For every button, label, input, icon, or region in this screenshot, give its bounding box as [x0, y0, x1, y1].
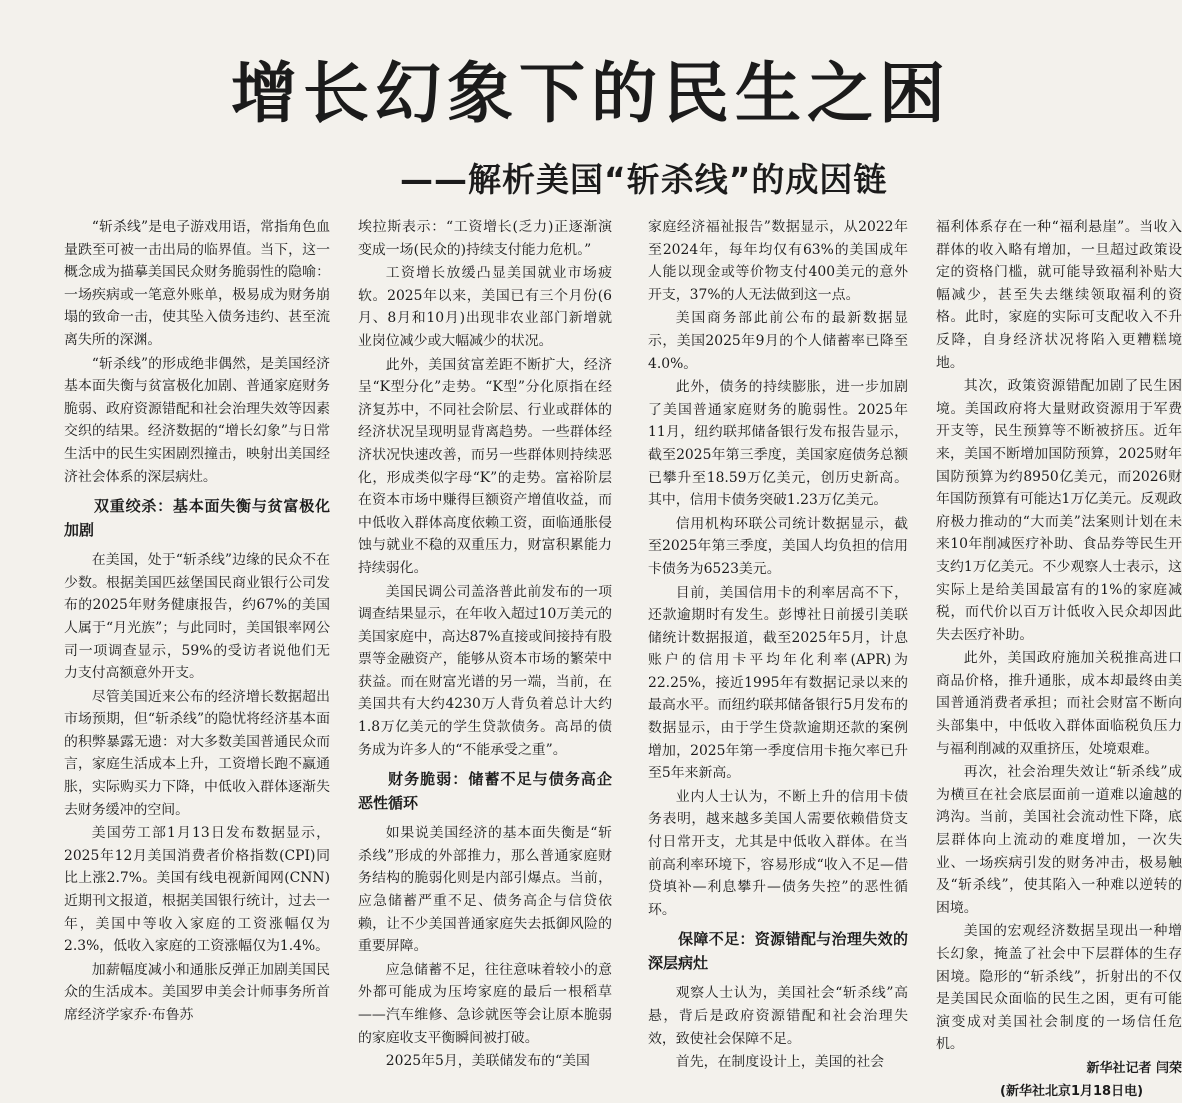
- dateline: (新华社北京1月18日电): [1000, 1083, 1144, 1099]
- paragraph: 美国商务部此前公布的最新数据显示，美国2025年9月的个人储蓄率已降至4.0%。: [648, 310, 908, 372]
- paragraph: 美国劳工部1月13日发布数据显示，2025年12月美国消费者价格指数(CPI)同比上涨2.7%。美国有线电视新闻网(CNN)近期刊文报道，根据美国银行统计，过去一年，美国中等收入家庭的工资涨幅仅为2.3%，低收入家庭的工资涨幅仅为1.4%。: [64, 825, 330, 955]
- paragraph: 2025年5月，美联储发布的“美国: [385, 1053, 590, 1070]
- section-heading: 双重绞杀：基本面失衡与贫富极化加剧: [64, 497, 330, 540]
- paragraph: “斩杀线”是电子游戏用语，常指角色血量跌至可被一击出局的临界值。当下，这一概念成为描摹美国民众财务脆弱性的隐喻：一场疾病或一笔意外账单，极易成为财务崩塌的致命一击，使其坠入债务违约、甚至流离失所的深渊。: [64, 219, 330, 348]
- paragraph: 美国民调公司盖洛普此前发布的一项调查结果显示，在年收入超过10万美元的美国家庭中，高达87%直接或间接持有股票等金融资产，能够从资本市场的繁荣中获益。而在财富光谱的另一端，当前，在美国共有大约4230万人背负着总计大约1.8万亿美元的学生贷款债务。高昂的债务成为许多人的“不能承受之重”。: [358, 583, 612, 758]
- paragraph: 尽管美国近来公布的经济增长数据超出市场预期，但“斩杀线”的隐忧将经济基本面的积弊暴露无遗：对大多数美国普通民众而言，家庭生活成本上升，工资增长跑不赢通胀，实际购买力下降，中低收入群体逐渐失去财务缓冲的空间。: [64, 688, 330, 818]
- paragraph: 工资增长放缓凸显美国就业市场疲软。2025年以来，美国已有三个月份(6月、8月和10月)出现非农业部门新增就业岗位减少或大幅减少的状况。: [358, 265, 612, 349]
- paragraph: 在美国，处于“斩杀线”边缘的民众不在少数。根据美国匹兹堡国民商业银行公司发布的2025年财务健康报告，约67%的美国人属于“月光族”；与此同时，美国银率网公司一项调查显示，59%的受访者说他们无力支付高额意外开支。: [64, 552, 330, 682]
- paragraph: 目前，美国信用卡的利率居高不下，还款逾期时有发生。彭博社日前援引美联储统计数据报道，截至2025年5月，计息账户的信用卡平均年化利率(APR)为22.25%，接近1995年有数据记录以来的最高水平。而纽约联邦储备银行5月发布的数据显示，由于学生贷款逾期还款的案例增加，2025年第一季度信用卡拖欠率已升至5年来新高。: [648, 584, 908, 782]
- byline: 新华社记者 闫荣: [1086, 1060, 1182, 1076]
- section-heading: 保障不足：资源错配与治理失效的深层病灶: [648, 930, 908, 973]
- paragraph: 如果说美国经济的基本面失衡是“斩杀线”形成的外部推力，那么普通家庭财务结构的脆弱化则是内部引爆点。当前，应急储蓄严重不足、债务高企与信贷依赖，让不少美国普通家庭失去抵御风险的重要屏障。: [358, 825, 612, 955]
- paragraph: 此外，美国贫富差距不断扩大，经济呈“K型分化”走势。“K型”分化原指在经济复苏中，不同社会阶层、行业或群体的经济状况呈现明显背离趋势。一些群体经济状况快速改善，而另一些群体则持续恶化，形成类似字母“K”的走势。富裕阶层在资本市场中赚得巨额资产增值收益，而中低收入群体高度依赖工资，面临通胀侵蚀与就业不稳的双重压力，财富积累能力持续弱化。: [358, 356, 612, 576]
- subheadline: ——解析美国“斩杀线”的成因链: [400, 160, 888, 199]
- paragraph: 其次，政策资源错配加剧了民生困境。美国政府将大量财政资源用于军费开支等，民生预算等不断被挤压。近年来，美国不断增加国防预算，2025财年国防预算为约8950亿美元，而2026财年国防预算有可能达1万亿美元。反观政府极力推动的“大而美”法案则计划在未来10年削减医疗补助、食品券等民生开支约1万亿美元。不少观察人士表示，这实际上是给美国最富有的1%的家庭减税，而代价以百万计低收入民众却因此失去医疗补助。: [936, 378, 1182, 643]
- article-column-4: [936, 216, 1182, 1099]
- paragraph: 家庭经济福祉报告”数据显示，从2022年至2024年，每年均仅有63%的美国成年人能以现金或等价物支付400美元的意外开支，37%的人无法做到这一点。: [648, 219, 908, 303]
- paragraph: 观察人士认为，美国社会“斩杀线”高悬，背后是政府资源错配和社会治理失效，致使社会保障不足。: [648, 985, 908, 1047]
- paragraph: 应急储蓄不足，往往意味着较小的意外都可能成为压垮家庭的最后一根稻草——汽车维修、急诊就医等会让原本脆弱的家庭收支平衡瞬间被打破。: [358, 961, 612, 1046]
- paragraph: 此外，债务的持续膨胀，进一步加剧了美国普通家庭财务的脆弱性。2025年11月，纽约联邦储备银行发布报告显示，截至2025年第三季度，美国家庭债务总额已攀升至18.59万亿美元，创历史新高。其中，信用卡债务突破1.23万亿美元。: [648, 379, 908, 509]
- section-heading: 财务脆弱：储蓄不足与债务高企恶性循环: [358, 770, 612, 813]
- paragraph: “斩杀线”的形成绝非偶然，是美国经济基本面失衡与贫富极化加剧、普通家庭财务脆弱、政府资源错配和社会治理失效等因素交织的结果。经济数据的“增长幻象”与日常生活中的民生实困剧烈撞击，映射出美国经济社会体系的深层病灶。: [64, 355, 330, 485]
- headline: 增长幻象下的民生之困: [231, 55, 951, 132]
- paragraph: 此外，美国政府施加关税推高进口商品价格，推升通胀，成本却最终由美国普通消费者承担；而社会财富不断向头部集中，中低收入群体面临税负压力与福利削减的双重挤压，处境艰难。: [936, 650, 1182, 757]
- article-column-1: [64, 216, 330, 1084]
- paragraph: 业内人士认为，不断上升的信用卡债务表明，越来越多美国人需要依赖借贷支付日常开支，尤其是中低收入群体。在当前高利率环境下，容易形成“收入不足—借贷填补—利息攀升—债务失控”的恶性循环。: [648, 788, 908, 918]
- paragraph: 福利体系存在一种“福利悬崖”。当收入群体的收入略有增加，一旦超过政策设定的资格门槛，就可能导致福利补贴大幅减少，甚至失去继续领取福利的资格。此时，家庭的实际可支配收入不升反降，自身经济状况将陷入更糟糕境地。: [936, 219, 1182, 371]
- paragraph: 再次，社会治理失效让“斩杀线”成为横亘在社会底层面前一道难以逾越的鸿沟。当前，美国社会流动性下降，底层群体向上流动的难度增加，一次失业、一场疾病引发的财务冲击，极易触及“斩杀线”，使其陷入一种难以逆转的困境。: [936, 764, 1182, 916]
- article-column-3: [648, 216, 908, 1084]
- paragraph: 加薪幅度减小和通胀反弹正加剧美国民众的生活成本。美国罗申美会计师事务所首席经济学家乔·布鲁苏: [64, 961, 330, 1023]
- paragraph: 埃拉斯表示：“工资增长(乏力)正逐渐演变成一场(民众的)持续支付能力危机。”: [358, 219, 612, 258]
- article-column-2: [358, 216, 612, 1084]
- paragraph: 首先，在制度设计上，美国的社会: [675, 1054, 885, 1071]
- paragraph: 美国的宏观经济数据呈现出一种增长幻象，掩盖了社会中下层群体的生存困境。隐形的“斩杀线”，折射出的不仅是美国民众面临的民生之困，更有可能演变成对美国社会制度的一场信任危机。: [936, 923, 1182, 1053]
- paragraph: 信用机构环联公司统计数据显示，截至2025年第三季度，美国人均负担的信用卡债务为6523美元。: [648, 515, 908, 577]
